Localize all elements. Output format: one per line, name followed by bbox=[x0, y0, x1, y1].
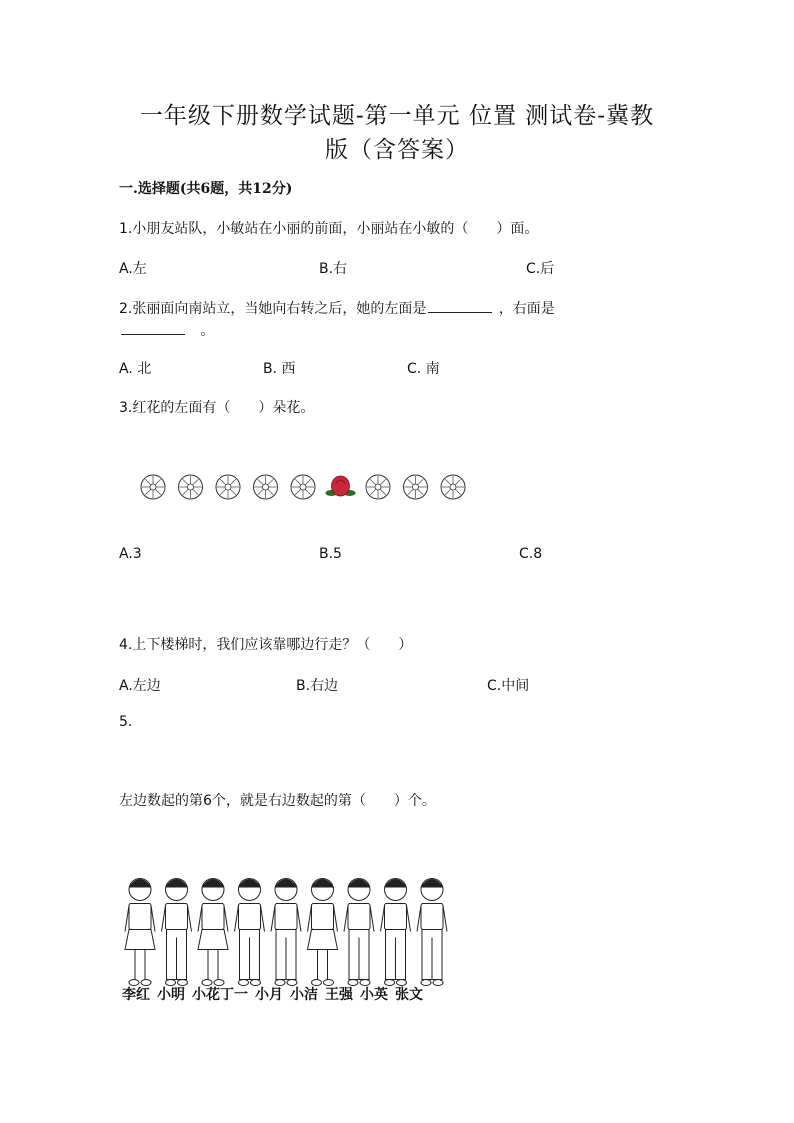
child-figure bbox=[162, 879, 192, 986]
child-figure bbox=[417, 879, 447, 986]
child-name-label: 小月 bbox=[255, 987, 283, 1003]
question-4-text: 4.上下楼梯时，我们应该靠哪边行走？（ ） bbox=[119, 637, 413, 653]
white-flower-icon bbox=[441, 475, 465, 499]
children-names-row bbox=[122, 984, 462, 1004]
white-flower-icon bbox=[291, 475, 315, 499]
child-figure bbox=[271, 879, 301, 986]
question-1-text: 1.小朋友站队，小敏站在小丽的前面，小丽站在小敏的（ ）面。 bbox=[119, 221, 539, 237]
child-name-label: 王强 bbox=[325, 987, 353, 1003]
child-figure bbox=[344, 879, 374, 986]
q1-option-a: A.左 bbox=[119, 261, 147, 277]
white-flower-icon bbox=[254, 475, 278, 499]
child-name-label: 李红 bbox=[122, 987, 150, 1003]
child-name-label: 张文 bbox=[395, 987, 423, 1003]
white-flower-icon bbox=[404, 475, 428, 499]
q2-blank-right bbox=[121, 322, 185, 335]
child-name-label: 小洁 bbox=[290, 987, 318, 1003]
white-flower-icon bbox=[179, 475, 203, 499]
child-figure bbox=[125, 879, 155, 986]
child-name-label: 小花 bbox=[192, 987, 220, 1003]
section-heading: 一.选择题(共6题，共12分) bbox=[119, 181, 293, 197]
q2-option-b: B. 西 bbox=[263, 361, 296, 377]
q2-blank-left bbox=[428, 300, 492, 313]
q4-option-c: C.中间 bbox=[487, 678, 530, 694]
q4-option-a: A.左边 bbox=[119, 678, 161, 694]
page-title-line2: 版（含答案） bbox=[325, 137, 469, 163]
q2-text-b: ，右面是 bbox=[498, 301, 555, 317]
question-5-number: 5. bbox=[119, 714, 133, 730]
flower-row-image bbox=[136, 470, 476, 504]
child-figure bbox=[381, 879, 411, 986]
question-2-line2 bbox=[119, 320, 214, 340]
q2-text-a: 2.张丽面向南站立，当她向右转之后，她的左面是 bbox=[119, 301, 427, 317]
question-2-line1 bbox=[119, 298, 555, 318]
q3-option-c: C.8 bbox=[519, 546, 543, 562]
question-5-text: 左边数起的第6个，就是右边数起的第（ ）个。 bbox=[119, 793, 436, 809]
child-figure bbox=[198, 879, 228, 986]
question-3-text: 3.红花的左面有（ ）朵花。 bbox=[119, 400, 315, 416]
q4-option-b: B.右边 bbox=[296, 678, 339, 694]
white-flower-icon bbox=[216, 475, 240, 499]
q3-option-a: A.3 bbox=[119, 546, 142, 562]
q2-text-c: 。 bbox=[200, 323, 215, 339]
child-figure bbox=[308, 879, 338, 986]
child-figure bbox=[235, 879, 265, 986]
child-name-label: 小英 bbox=[360, 987, 388, 1003]
q3-option-b: B.5 bbox=[319, 546, 342, 562]
child-name-label: 小明 bbox=[157, 987, 185, 1003]
red-flower-icon bbox=[326, 476, 356, 496]
q2-option-a: A. 北 bbox=[119, 361, 152, 377]
q1-option-c: C.后 bbox=[526, 261, 555, 277]
child-name-label: 丁一 bbox=[220, 987, 248, 1003]
q2-option-c: C. 南 bbox=[407, 361, 440, 377]
q1-option-b: B.右 bbox=[319, 261, 348, 277]
white-flower-icon bbox=[141, 475, 165, 499]
page-title-line1: 一年级下册数学试题-第一单元 位置 测试卷-冀教 bbox=[139, 103, 655, 129]
white-flower-icon bbox=[366, 475, 390, 499]
